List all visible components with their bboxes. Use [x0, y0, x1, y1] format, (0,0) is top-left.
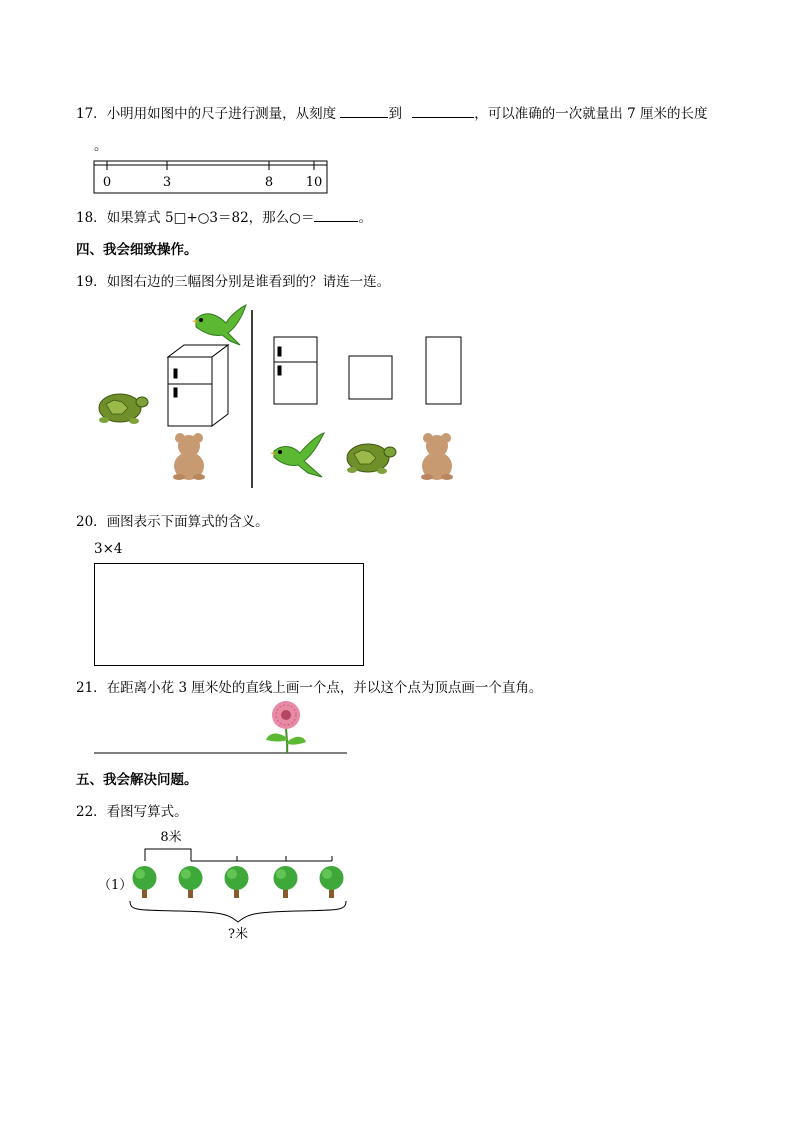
q18-text-end: 。 [358, 210, 372, 226]
q22-sub1-label: （1） [98, 878, 133, 893]
top-bracket [145, 849, 191, 861]
bottom-label: ?米 [228, 927, 248, 942]
tree-icon [133, 866, 157, 898]
q17-text-c: ，可以准确的一次就量出 7 厘米的长度 [474, 106, 708, 122]
section-4-heading: 四、我会细致操作。 [76, 242, 198, 258]
section-5-heading: 五、我会解决问题。 [76, 772, 198, 788]
q22-number: 22． [76, 804, 107, 820]
q21-number: 21． [76, 680, 107, 696]
tree-icon [179, 866, 203, 898]
q18-text: 如果算式 5□+○3＝82，那么○＝ [106, 210, 315, 226]
top-label: 8米 [160, 830, 182, 845]
q19-text: 如图右边的三幅图分别是谁看到的？请连一连。 [106, 274, 391, 290]
tree-icon [274, 866, 298, 898]
q20-expression: 3×4 [94, 541, 123, 557]
ruler-label-8: 8 [264, 175, 274, 190]
q17-number: 17． [76, 106, 107, 122]
ruler-label-3: 3 [162, 175, 172, 190]
bottom-brace [130, 901, 346, 922]
q17-text-b: 到 [388, 106, 402, 122]
q18-number: 18． [76, 210, 107, 226]
q22-text: 看图写算式。 [106, 804, 188, 820]
q21-text: 在距离小花 3 厘米处的直线上画一个点，并以这个点为顶点画一个直角。 [106, 680, 543, 696]
ruler-label-0: 0 [102, 175, 112, 190]
tree-icon [225, 866, 249, 898]
q17-text-a: 小明用如图中的尺子进行测量，从刻度 [106, 106, 337, 122]
q17-text-d: 。 [94, 138, 108, 154]
q20-text: 画图表示下面算式的含义。 [106, 514, 269, 530]
q19-number: 19． [76, 274, 107, 290]
q20-number: 20． [76, 514, 107, 530]
tree-icon [320, 866, 344, 898]
ruler-label-10: 10 [305, 175, 323, 190]
